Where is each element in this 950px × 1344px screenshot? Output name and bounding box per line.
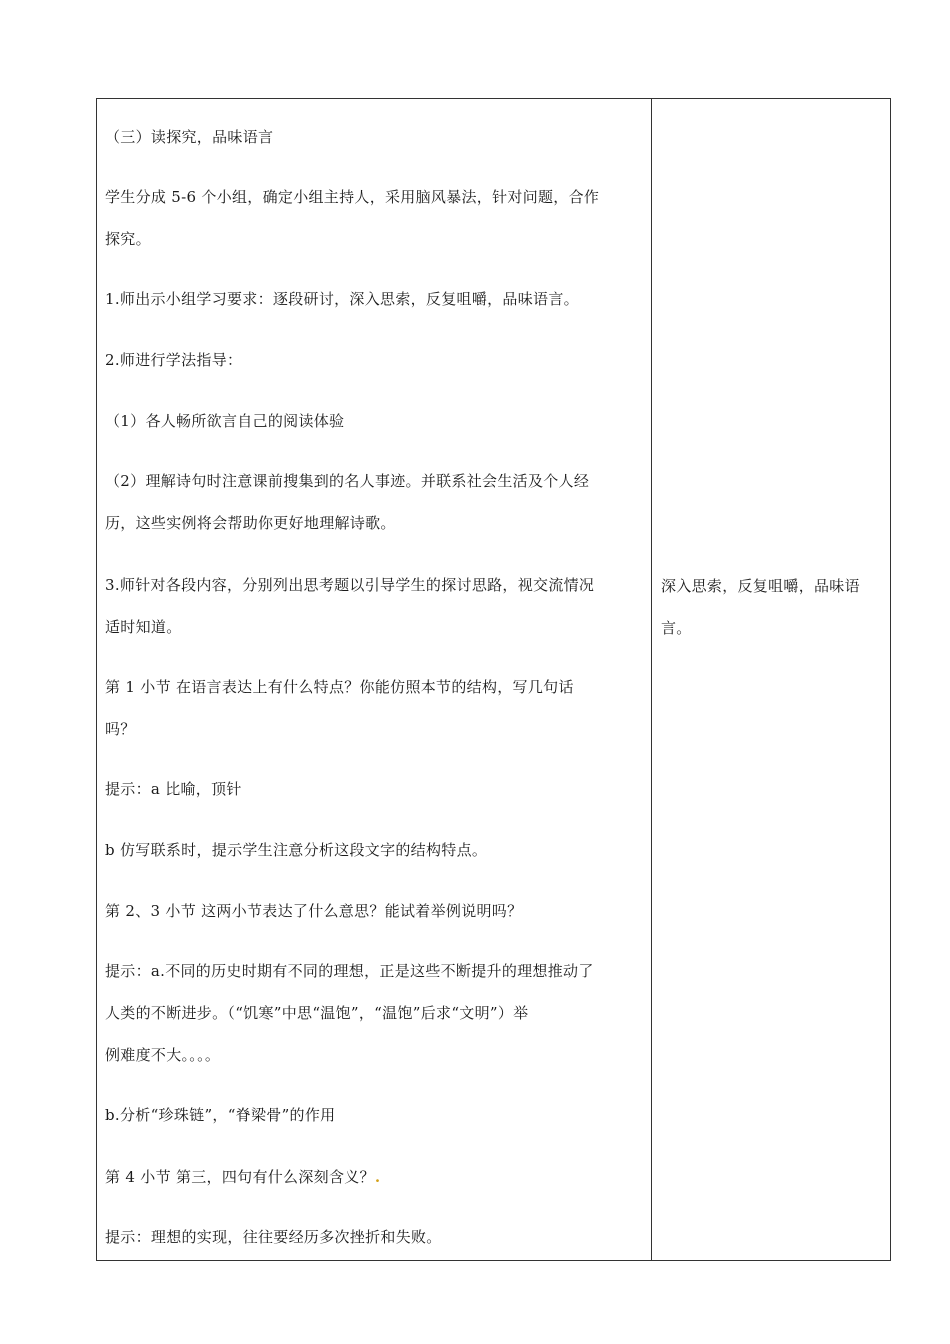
teaching-process-column <box>97 99 652 1260</box>
paragraph-line: 1.师出示小组学习要求：逐段研讨，深入思索，反复咀嚼，品味语言。 <box>105 290 579 308</box>
paragraph-line: 2.师进行学法指导： <box>105 351 243 369</box>
lesson-plan-table <box>96 98 891 1261</box>
paragraph-line: 人类的不断进步。（“饥寒”中思“温饱”，“温饱”后求“文明”）举 <box>105 1004 529 1022</box>
section-heading: （三）读探究，品味语言 <box>105 128 274 146</box>
paragraph-line: 适时知道。 <box>105 618 182 636</box>
note-line: 深入思索，反复咀嚼，品味语 <box>661 577 860 595</box>
paragraph-line <box>105 1167 380 1187</box>
paragraph-line: 例难度不大。。。。 <box>105 1046 221 1064</box>
paragraph-line: （2）理解诗句时注意课前搜集到的名人事迹。并联系社会生活及个人经 <box>105 472 590 490</box>
paragraph-line: 吗？ <box>105 720 136 738</box>
paragraph-line: 历，这些实例将会帮助你更好地理解诗歌。 <box>105 514 396 532</box>
paragraph-line: b.分析“珍珠链”，“脊梁骨”的作用 <box>105 1106 336 1124</box>
paragraph-line: 第 1 小节 在语言表达上有什么特点？你能仿照本节的结构，写几句话 <box>105 678 574 696</box>
paragraph-line: （1）各人畅所欲言自己的阅读体验 <box>105 412 345 430</box>
paragraph-line: 提示：a 比喻，顶针 <box>105 780 242 798</box>
paragraph-line: 探究。 <box>105 230 151 248</box>
design-intent-column <box>652 99 890 1260</box>
paragraph-line: 第 2、3 小节 这两小节表达了什么意思？能试着举例说明吗？ <box>105 902 523 920</box>
paragraph-text: 第 4 小节 第三，四句有什么深刻含义？ <box>105 1168 375 1186</box>
trailing-mark: . <box>374 1168 381 1186</box>
paragraph-line: 提示：a.不同的历史时期有不同的理想，正是这些不断提升的理想推动了 <box>105 962 594 980</box>
paragraph-line: 3.师针对各段内容，分别列出思考题以引导学生的探讨思路，视交流情况 <box>105 576 595 594</box>
note-line: 言。 <box>661 619 692 637</box>
paragraph-line: 提示：理想的实现，往往要经历多次挫折和失败。 <box>105 1228 442 1246</box>
paragraph-line: b 仿写联系时，提示学生注意分析这段文字的结构特点。 <box>105 841 488 859</box>
paragraph-line: 学生分成 5-6 个小组，确定小组主持人，采用脑风暴法，针对问题，合作 <box>105 188 600 206</box>
